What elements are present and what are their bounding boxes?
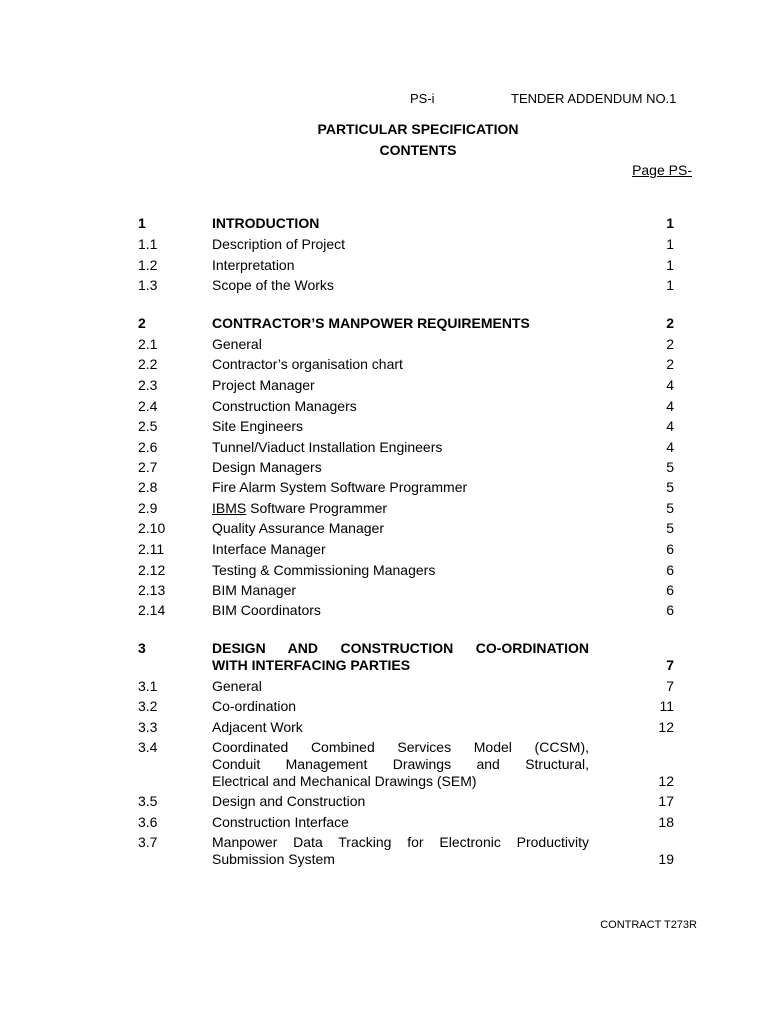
toc-page: 7	[666, 657, 674, 673]
toc-number: 3	[138, 640, 146, 656]
footer-contract: CONTRACT T273R	[600, 919, 697, 931]
toc-title: Co-ordination	[212, 698, 297, 714]
toc-title: Construction Managers	[212, 398, 357, 414]
toc-number: 2.14	[138, 602, 166, 618]
toc-number: 2.1	[138, 336, 158, 352]
toc-title: BIM Coordinators	[212, 602, 321, 618]
toc-page: 6	[666, 602, 674, 618]
toc-title: Project Manager	[212, 377, 315, 393]
toc-number: 2.7	[138, 459, 158, 475]
toc-page: 6	[666, 541, 674, 557]
toc-title-line: WITH INTERFACING PARTIES	[212, 657, 411, 673]
toc-title: Contractor’s organisation chart	[212, 356, 403, 372]
toc-page: 1	[666, 277, 674, 293]
toc-number: 2.11	[138, 541, 165, 557]
toc-title: Construction Interface	[212, 814, 349, 830]
toc-title: Design Managers	[212, 459, 322, 475]
header-page-code: PS-i	[410, 91, 435, 106]
toc-title-line: Electrical and Mechanical Drawings (SEM)	[212, 773, 477, 789]
toc-page: 1	[666, 236, 674, 252]
toc-title	[212, 834, 589, 868]
toc-number: 2.8	[138, 479, 158, 495]
toc-page: 18	[658, 814, 674, 830]
toc-title: INTRODUCTION	[212, 215, 320, 231]
toc-page: 17	[658, 793, 674, 809]
toc-title: CONTRACTOR’S MANPOWER REQUIREMENTS	[212, 315, 530, 331]
toc-title-rest: Software Programmer	[246, 500, 388, 516]
toc-page: 5	[666, 479, 674, 495]
toc-number: 1.3	[138, 277, 158, 293]
toc-page: 4	[666, 377, 674, 393]
toc-page: 19	[658, 851, 674, 867]
toc-page: 4	[666, 439, 674, 455]
toc-number: 3.1	[138, 678, 158, 694]
toc-number: 2.4	[138, 398, 158, 414]
document-subtitle: CONTENTS	[379, 142, 457, 158]
toc-page: 12	[658, 773, 674, 789]
toc-number: 3.3	[138, 719, 158, 735]
toc-title: General	[212, 336, 262, 352]
document-title: PARTICULAR SPECIFICATION	[317, 121, 519, 137]
toc-page: 6	[666, 582, 674, 598]
toc-number: 3.5	[138, 793, 158, 809]
toc-number: 3.4	[138, 739, 158, 755]
toc-number: 2.5	[138, 418, 158, 434]
toc-title: Fire Alarm System Software Programmer	[212, 479, 468, 495]
toc-number: 2.13	[138, 582, 166, 598]
toc-page: 5	[666, 459, 674, 475]
toc-title-line: Conduit Management Drawings and Structural,	[212, 756, 589, 772]
toc-title	[212, 500, 589, 516]
header-title: TENDER ADDENDUM NO.1	[511, 91, 677, 106]
toc-title: Adjacent Work	[212, 719, 303, 735]
toc-title: Design and Construction	[212, 793, 366, 809]
toc-page: 7	[666, 678, 674, 694]
toc-title-line: Coordinated Combined Services Model (CCSM),	[212, 739, 589, 755]
toc-page: 12	[658, 719, 674, 735]
toc-number: 3.6	[138, 814, 158, 830]
toc-page: 1	[666, 215, 674, 231]
toc-page: 5	[666, 500, 674, 516]
toc-title: Interface Manager	[212, 541, 326, 557]
toc-page: 1	[666, 257, 674, 273]
toc-page: 11	[659, 698, 674, 714]
page-column-header: Page PS-	[632, 162, 692, 178]
toc-title: General	[212, 678, 262, 694]
toc-page: 4	[666, 398, 674, 414]
toc-number: 1.2	[138, 257, 158, 273]
toc-page: 5	[666, 520, 674, 536]
toc-number: 1.1	[138, 236, 158, 252]
toc-number: 2.9	[138, 500, 158, 516]
toc-title: Quality Assurance Manager	[212, 520, 384, 536]
toc-title: Scope of the Works	[212, 277, 334, 293]
toc-title-line: Manpower Data Tracking for Electronic Productivity	[212, 834, 589, 850]
toc-page: 2	[666, 315, 674, 331]
toc-title	[212, 640, 589, 674]
toc-number: 2.3	[138, 377, 158, 393]
toc-title-line: DESIGN AND CONSTRUCTION CO-ORDINATION	[212, 640, 589, 656]
toc-title: Site Engineers	[212, 418, 304, 434]
toc-page: 4	[666, 418, 674, 434]
toc-title: Tunnel/Viaduct Installation Engineers	[212, 439, 443, 455]
toc-page: 6	[666, 562, 674, 578]
toc-title: BIM Manager	[212, 582, 297, 598]
toc-title-acronym: IBMS	[212, 500, 247, 516]
toc-number: 2.10	[138, 520, 166, 536]
toc-title: Interpretation	[212, 257, 295, 273]
toc-number: 2.12	[138, 562, 166, 578]
toc-number: 3.2	[138, 698, 158, 714]
toc-number: 2	[138, 315, 146, 331]
toc-title-line: Submission System	[212, 851, 335, 867]
toc-title: Testing & Commissioning Managers	[212, 562, 436, 578]
toc-page: 2	[666, 356, 674, 372]
toc-number: 1	[138, 215, 146, 231]
toc-page: 2	[666, 336, 674, 352]
toc-title	[212, 739, 589, 790]
toc-number: 2.6	[138, 439, 158, 455]
toc-number: 2.2	[138, 356, 158, 372]
toc-number: 3.7	[138, 834, 158, 850]
toc-title: Description of Project	[212, 236, 346, 252]
